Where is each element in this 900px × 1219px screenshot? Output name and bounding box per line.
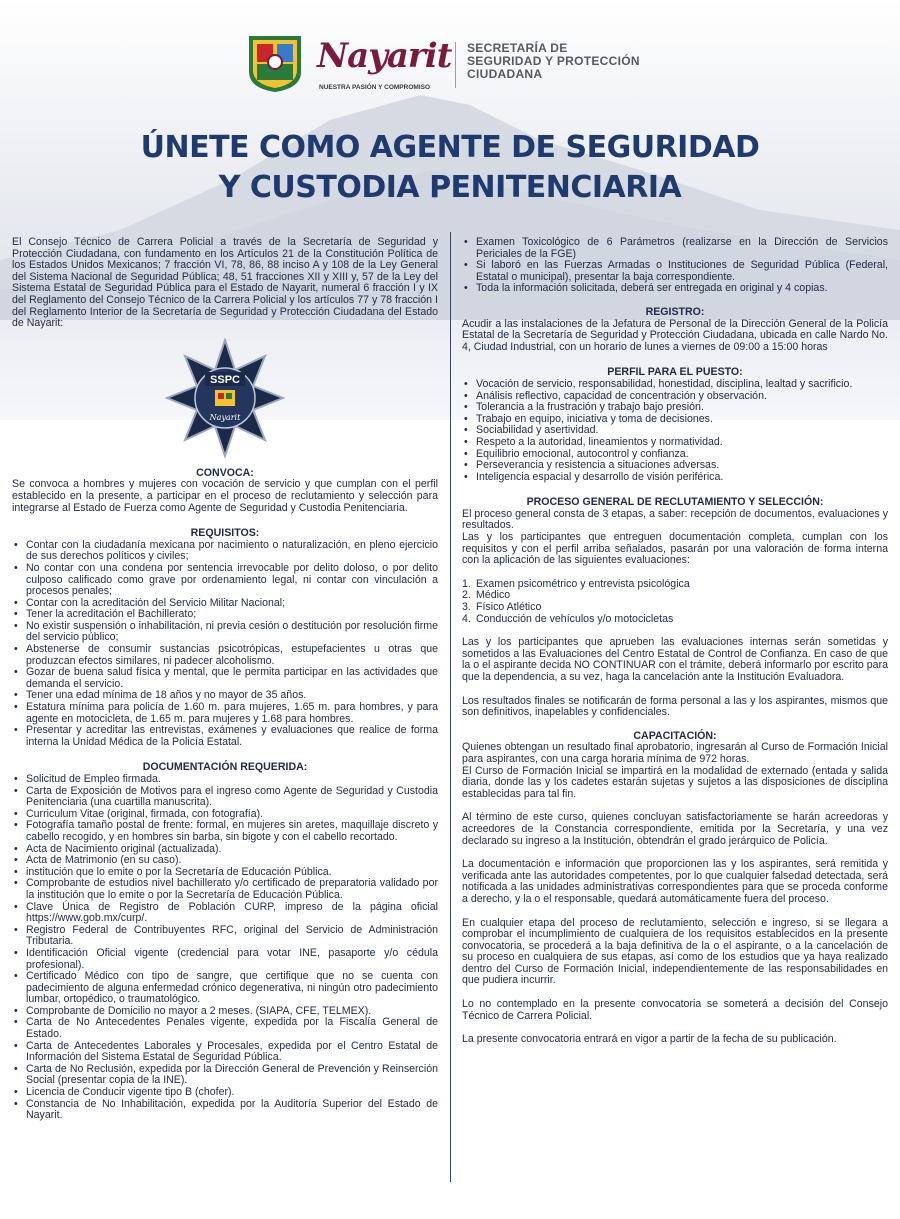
list-item: • Inteligencia espacial y desarrollo de visión periférica. bbox=[476, 472, 888, 484]
requisitos-list bbox=[12, 540, 438, 749]
title-line: ÚNETE COMO AGENTE DE SEGURIDAD bbox=[140, 130, 760, 165]
list-item: • Trabajo en equipo, iniciativa y toma de decisiones. bbox=[476, 414, 888, 426]
requisitos-heading: REQUISITOS: bbox=[190, 527, 260, 540]
list-item: • No contar con una condena por sentencia irrevocable por delito doloso, o por delito culposo calificado como grave por ordenamiento legal, ni contar con vinculación a procesos penales; bbox=[26, 563, 438, 598]
step-text: Examen psicométrico y entrevista psicológica bbox=[476, 577, 690, 590]
list-item: • Contar con la ciudadanía mexicana por nacimiento o naturalización, en pleno ejercicio de sus derechos políticos y civiles; bbox=[26, 540, 438, 563]
list-item: • Fotografía tamaño postal de frente: formal, en mujeres sin aretes, maquillaje discreto y cabello recogido, y en hombres sin barba, sin bigote y con el cabello recortado. bbox=[26, 820, 438, 843]
list-item: • Tener una edad mínima de 18 años y no mayor de 35 años. bbox=[26, 690, 438, 702]
page-title bbox=[0, 128, 900, 208]
list-item: • Acta de Matrimonio (en su caso). bbox=[26, 855, 438, 867]
proceso-paragraph: Las y los participantes que entreguen documentación completa, cumplan con los requisitos y con el perfil arriba señalados, pasarán por una valoración de forma interna con la aplicación de las siguientes evaluaciones: bbox=[462, 531, 888, 567]
list-item: • Solicitud de Empleo firmada. bbox=[26, 774, 438, 786]
list-item: • Tolerancia a la frustración y trabajo bajo presión. bbox=[476, 402, 888, 414]
list-item: • Carta de Antecedentes Laborales y Procesales, expedida por el Centro Estatal de Información del Sistema Estatal de Seguridad Pública. bbox=[26, 1041, 438, 1064]
capacitacion-paragraph: Lo no contemplado en la presente convocatoria se someterá a decisión del Consejo Técnico de Carrera Policial. bbox=[462, 998, 888, 1022]
list-item: • Curriculum Vitae (original, firmada, con fotografía). bbox=[26, 809, 438, 821]
proceso-paragraph: Las y los participantes que aprueben las evaluaciones internas serán sometidas y sometidos a las Evaluaciones del Centro Estatal de Control de Confianza. En caso de que la o el aspirante decida NO CONTINUAR con el trámite, deberá informarlo por escrito para que la dependencia, a su vez, haga la cancelación ante la Institución Evaluadora. bbox=[462, 636, 888, 683]
list-item: • Contar con la acreditación del Servicio Militar Nacional; bbox=[26, 598, 438, 610]
brand-tagline: NUESTRA PASIÓN Y COMPROMISO bbox=[319, 84, 430, 91]
state-shield-icon bbox=[245, 32, 305, 94]
list-item: • Comprobante de estudios nivel bachillerato y/o certificado de preparatoria validado por la institución que lo emite o por la Secretaría de Educación Pública. bbox=[26, 878, 438, 901]
brand-name: Nayarit bbox=[317, 36, 452, 76]
list-item: • Constancia de No Inhabilitación, expedida por la Auditoría Superior del Estado de Nayarit. bbox=[26, 1099, 438, 1122]
list-item: • Estatura mínima para policía de 1.60 m. para mujeres, 1.65 m. para hombres, y para agente en motocicleta, de 1.65 m. para mujeres y 1.68 para hombres. bbox=[26, 702, 438, 725]
capacitacion-paragraph: El Curso de Formación Inicial se impartirá en la modalidad de externado (entada y salida diaria, donde las y los cadetes estarán sujetas y sujetos a las disposiciones de disciplina establecidas para tal fin. bbox=[462, 764, 888, 800]
list-item: • Acta de Nacimiento original (actualizada). bbox=[26, 844, 438, 856]
list-item: • Licencia de Conducir vigente tipo B (chofer). bbox=[26, 1087, 438, 1099]
list-item: • Carta de Exposición de Motivos para el ingreso como Agente de Seguridad y Custodia Penitenciaria (una cuartilla manuscrita). bbox=[26, 786, 438, 809]
list-item: • Examen Toxicológico de 6 Parámetros (realizarse en la Dirección de Servicios Periciales de la FGE) bbox=[476, 237, 888, 260]
list-item: • Toda la información solicitada, deberá ser entregada en original y 4 copias. bbox=[476, 283, 888, 295]
perfil-heading: PERFIL PARA EL PUESTO: bbox=[607, 366, 743, 379]
proceso-paragraph: Los resultados finales se notificarán de forma personal a las y los aspirantes, mismos que son definitivos, inapelables y confidenciales. bbox=[462, 694, 888, 719]
documentacion-list-continued bbox=[462, 237, 888, 295]
convoca-text: Se convoca a hombres y mujeres con vocación de servicio y que cumplan con el perfil establecido en la presente, a participar en el proceso de reclutamiento y selección para integrarse al Estado de Fuerza como Agente de Seguridad y Custodia Penitenciaria. bbox=[12, 478, 438, 514]
badge-label: SSPC bbox=[210, 373, 240, 386]
step-number: 4. bbox=[462, 612, 471, 625]
capacitacion-paragraph: Quienes obtengan un resultado final aprobatorio, ingresarán al Curso de Formación Inicial para aspirantes, con una carga horaria mínima de 972 horas. bbox=[462, 741, 888, 765]
list-item: • Respeto a la autoridad, lineamientos y normatividad. bbox=[476, 437, 888, 449]
list-item: • Tener la acreditación el Bachillerato; bbox=[26, 609, 438, 621]
list-item: • Equilibrio emocional, autocontrol y confianza. bbox=[476, 449, 888, 461]
left-column bbox=[12, 237, 438, 1122]
step-number: 3. bbox=[462, 601, 471, 614]
list-item: • No existir suspensión o inhabilitación, ni previa cesión o destitución por resolución firme del servicio público; bbox=[26, 621, 438, 644]
list-item bbox=[462, 577, 888, 591]
department-line: SEGURIDAD Y PROTECCIÓN bbox=[467, 54, 640, 68]
step-number: 2. bbox=[462, 589, 471, 602]
capacitacion-paragraph: La documentación e información que proporcionen las y los aspirantes, será remitida y verificada ante las autoridades competentes, por lo que cualquier falsedad detectada, será notificada a las unidades administrativas correspondientes para que se proceda conforme a derecho, y la o el responsable, quedará automáticamente fuera del proceso. bbox=[462, 858, 888, 905]
list-item: • Carta de No Antecedentes Penales vigente, expedida por la Fiscalía General de Estado. bbox=[26, 1017, 438, 1040]
proceso-heading: PROCESO GENERAL DE RECLUTAMIENTO Y SELECCIÓN: bbox=[526, 496, 824, 509]
documentacion-heading: DOCUMENTACIÓN REQUERIDA: bbox=[142, 761, 308, 774]
list-item: • Comprobante de Domicilio no mayor a 2 meses. (SIAPA, CFE, TELMEX). bbox=[26, 1006, 438, 1018]
brand-logo bbox=[317, 36, 452, 96]
capacitacion-heading: CAPACITACIÓN: bbox=[633, 729, 717, 742]
list-item: • Identificación Oficial vigente (credencial para votar INE, pasaporte y/o cédula profesional). bbox=[26, 948, 438, 971]
list-item: • Abstenerse de consumir sustancias psicotrópicas, estupefacientes u otras que produzcan efectos similares, ni padecer alcoholismo. bbox=[26, 644, 438, 667]
list-item: • Clave Única de Registro de Población CURP, impreso de la página oficial https://www.gob.mx/curp/. bbox=[26, 902, 438, 925]
department-line: CIUDADANA bbox=[467, 67, 543, 81]
intro-paragraph: El Consejo Técnico de Carrera Policial a través de la Secretaría de Seguridad y Protección Ciudadana, con fundamento en los Artículos 21 de la Constitución Política de los Estados Unidos Mexicanos; 7 fracción VI, 78, 86, 88 inciso A y 108 de la Ley General del Sistema Nacional de Seguridad Pública; 48, 51 fracciones XII y XIII y, 57 de la Ley del Sistema Estatal de Seguridad Pública para el Estado de Nayarit, numeral 6 fracción I y IX del Reglamento del Consejo Técnico de la Carrera Policial y los artículos 77 y 78 fracción I del Reglamento Interior de la Secretaría de Seguridad y Protección Ciudadana del Estado de Nayarit: bbox=[12, 236, 438, 330]
list-item: • Registro Federal de Contribuyentes RFC, original del Servicio de Administración Tributaria. bbox=[26, 925, 438, 948]
list-item: • Certificado Médico con tipo de sangre, que certifique que no se cuenta con padecimiento de alguna enfermedad crónico degenerativa, ni ningún otro padecimiento lumbar, ortopédico, o traumatológico. bbox=[26, 971, 438, 1006]
list-item: • institución que lo emite o por la Secretaría de Educación Pública. bbox=[26, 867, 438, 879]
evaluaciones-list bbox=[462, 579, 888, 625]
list-item: • Gozar de buena salud física y mental, que le permita participar en las actividades que demanda el servicio. bbox=[26, 667, 438, 690]
perfil-list bbox=[462, 379, 888, 483]
right-column bbox=[462, 237, 888, 1046]
department-name bbox=[467, 42, 640, 81]
capacitacion-paragraph: La presente convocatoria entrará en vigor a partir de la fecha de su publicación. bbox=[462, 1033, 837, 1046]
step-text: Físico Atlético bbox=[476, 601, 542, 614]
list-item: • Sociabilidad y asertividad. bbox=[476, 425, 888, 437]
step-text: Conducción de vehículos y/o motocicletas bbox=[476, 612, 674, 625]
capacitacion-paragraph: Al término de este curso, quienes concluyan satisfactoriamente se harán acreedoras y acreedores de la Constancia correspondiente, emitida por la Secretaría, y una vez declarado su ingreso a la Institución, obtendrán el grado jerárquico de Policía. bbox=[462, 811, 888, 847]
department-line: SECRETARÍA DE bbox=[467, 41, 568, 55]
badge-brand: Nayarit bbox=[209, 412, 241, 422]
police-star-badge-icon bbox=[165, 338, 285, 458]
title-line: Y CUSTODIA PENITENCIARIA bbox=[218, 170, 682, 205]
column-divider bbox=[450, 232, 451, 1182]
list-item: • Perseverancia y resistencia a situaciones adversas. bbox=[476, 460, 888, 472]
header bbox=[245, 28, 665, 98]
list-item: • Si laboró en las Fuerzas Armadas o Instituciones de Seguridad Pública (Federal, Estatal o municipal), presentar la baja correspondiente. bbox=[476, 260, 888, 283]
list-item: • Análisis reflectivo, capacidad de concentración y observación. bbox=[476, 391, 888, 403]
step-number: 1. bbox=[462, 577, 471, 590]
registro-heading: REGISTRO: bbox=[645, 305, 705, 318]
header-divider bbox=[455, 42, 456, 88]
registro-text: Acudir a las instalaciones de la Jefatura de Personal de la Dirección General de la Policía Estatal de la Secretaría de Seguridad y Protección Ciudadana, ubicada en calle Nardo No. 4, Ciudad Industrial, con un horario de lunes a viernes de 09:00 a 15:00 horas bbox=[462, 317, 888, 353]
convoca-heading: CONVOCA: bbox=[196, 466, 254, 479]
list-item bbox=[462, 612, 888, 626]
list-item: • Presentar y acreditar las entrevistas, exámenes y evaluaciones que realice de forma interna la Unidad Médica de la Policía Estatal. bbox=[26, 725, 438, 748]
list-item: • Vocación de servicio, responsabilidad, honestidad, disciplina, lealtad y sacrificio. bbox=[476, 379, 888, 391]
list-item: • Carta de No Reclusión, expedida por la Dirección General de Prevención y Reinserción Social (presentar copia de la INE). bbox=[26, 1064, 438, 1087]
documentacion-list bbox=[12, 774, 438, 1122]
step-text: Médico bbox=[476, 589, 511, 602]
capacitacion-paragraph: En cualquier etapa del proceso de reclutamiento, selección e ingreso, si se llegara a comprobar el incumplimiento de cualquiera de los requisitos establecidos en la presente convocatoria, se procederá a la baja definitiva de la o el aspirante, o a la cancelación de su proceso en cualquiera de sus etapas, así como de los estudios que ya haya realizado dentro del Curso de Formación Inicial, independientemente de las responsabilidades en que pudiera incurrir. bbox=[462, 916, 888, 987]
proceso-paragraph: El proceso general consta de 3 etapas, a saber: recepción de documentos, evaluaciones y resultados. bbox=[462, 507, 888, 532]
